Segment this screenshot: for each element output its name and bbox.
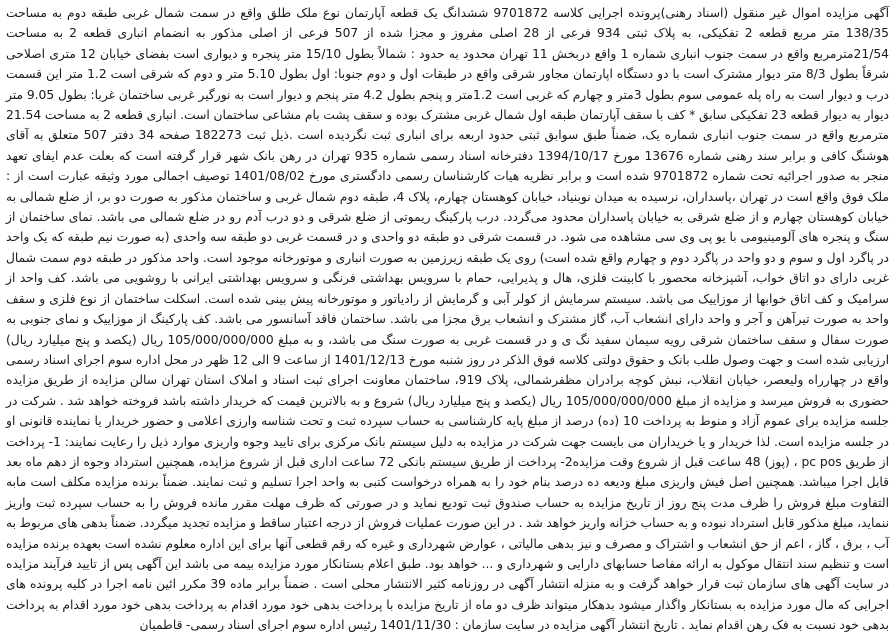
auction-notice-text: آگهی مزایده اموال غیر منقول (اسناد رهنی)پرونده اجرایی کلاسه 9701872 ششدانگ یک قطعه آپارتمان نوع ملک طلق واقع در سمت شمال غربی طبقه دوم به مساحت 138/35 متر مربع قطعه 2 تفکیکی، به پلاک ثبتی 934 فرعی از 28 اصلی مفروز و مجزا شده از 507 فرعی از اصلی مذکور به انضمام انباری قطعه 2 به مساحت 21/54مترمربع واقع در سمت جنوب انباری شماره 1 واقع دربخش 11 تهران محدود به حدود : شمالاً بطول 15/10 متر پنجره و دیواری است بفضای خیابان 12 متری اصلاحی شرقاً بطول 8/3 متر دیوار مشترک است با دو دستگاه اپارتمان مجاور شرقی واقع در طبقات اول و دوم جنوبا: اول بطول 5.10 متر و دوم که شرقی است 1.2 متر این قسمت درب و دیوار است به راه پله عمومی سوم بطول 3متر و چهارم که غربی است 1.2متر و پنجم بطول 4.2 متر پنجم و دیوار است به نورگیر غربی ساختمان غربا: بطول 9.05 متر دیوار به دیوار قطعه 23 تفکیکی سابق * کف با سقف آپارتمان طبقه اول شمال غربی مشترک بوده و سقف پشت بام مشاعی ساختمان است. انباری قطعه 2 به مساحت 21.54 مترمربع واقع در سمت جنوب انباری شماره یک، ضمناً طبق سوابق ثبتی حدود اربعه برای انباری ثبت نگردیده است .ذیل ثبت 182273 صفحه 34 دفتر 507 متعلق به آقای هوشنگ کافی و برابر سند رهنی شماره 13676 مورخ 1394/10/17 دفترخانه اسناد رسمی شماره 935 تهران در رهن بانک شهر قرار گرفته است که بعلت عدم ایفای تعهد منجر به صدور اجرائیه تحت شماره 9701872 شده است و برابر نظریه هیات کارشناسان رسمی دادگستری مورخ 1401/08/02 توصیف اجمالی مورد وثیقه عبارت است از : ملک فوق واقع است در تهران ،پاسداران، نرسیده به میدان نوبنیاد، خیابان کوهستان چهارم، پلاک 4، طبقه دوم شمال غربی و ساختمان مذکور به صورت دو بر، از ضلع شمالی به خیابان کوهستان چهارم و از ضلع شرقی به خیابان پاسداران محدود می‌گردد. درب پارکینگ ریموتی از ضلع شرقی و دو درب آدم رو در ضلع شمالی می باشد. نمای ساختمان از سنگ و پنجره های آلومینیومی با یو پی وی سی مشاهده می شود. در قسمت شرقی دو طبقه دو واحدی و در قسمت غربی دو طبقه سه واحدی (به صورت نیم طبقه که یک واحد در پاگرد اول و سوم و دو واحد در پاگرد دوم و چهارم واقع شده است) روی یک طبقه زیرزمین به صورت انباری و موتورخانه موجود است. واحد مذکور در طبقه دوم سمت شمال غربی دارای دو اتاق خواب، آشپزخانه محصور با کابینت فلزی، هال و پذیرایی، حمام با سرویس بهداشتی فرنگی و سرویس بهداشتی ایرانی با روشویی می باشد. کف واحد از سرامیک و کف اتاق خوابها از موزاییک می باشد. سیستم سرمایش از کولر آبی و گرمایش از رادیاتور و موتورخانه پیش بینی شده است. اسکلت ساختمان از نوع فلزی و سقف واحد به صورت تیرآهن و آجر و واحد دارای انشعاب آب، گاز مشترک و انشعاب برق مجزا می باشد. ساختمان فاقد آسانسور می باشد. کف پارکینگ از موزاییک و نمای جنوبی به صورت سفال و سقف ساختمان شرقی رویه سیمان سفید نگ ی و در قسمت غربی به صورت سنگ می باشد، و به مبلغ 105/000/000/000 ریال (یکصد و پنج میلیارد ریال) ارزیابی شده است و جهت وصول طلب بانک و حقوق دولتی کلاسه فوق الذکر در روز شنبه مورخ 1401/12/13 از ساعت 9 الی 12 ظهر در محل اداره سوم اجرای اسناد رسمی واقع در چهارراه ولیعصر، خیابان انقلاب، نبش کوچه برادران مظفرشمالی، پلاک 919، ساختمان معاونت اجرای ثبت اسناد و املاک استان تهران سالن مزایده از طریق مزایده حضوری به فروش میرسد و مزایده از مبلغ 105/000/000/000 ریال (یکصد و پنج میلیارد ریال) شروع و به بالاترین قیمت که خریدار داشته باشد فروخته خواهد شد . شرکت در جلسه مزایده برای عموم آزاد و منوط به پرداخت 10 (ده) درصد از مبلغ پایه کارشناسی به حساب سپرده ثبت و تحت شناسه وارزی اعلامی و حضور خریدار یا نماینده قانونی او در جلسه مزایده است. لذا خریدار و یا خریداران می بایست جهت شرکت در مزایده به دلیل سیستم بانک مرکزی برای تایید وجوه واریزی موارد ذیل را رعایت نمایند: 1- پرداخت از طریق pc pos ، (پوز) 48 ساعت قبل از شروع وقت مزایده2- پرداخت از طریق سیستم بانکی 72 ساعت اداری قبل از شروع مزایده، همچنین استرداد وجوه از دهم ماه بعد قابل اجرا میباشد. همچنین اصل فیش واریزی مبلغ ودیعه ده درصد بنام خود را به همراه درخواست کتبی به واحد اجرا تسلیم و ثبت نمایند. ضمناً برنده مزایده مکلف است مابه التفاوت مبلغ فروش را ظرف مدت پنج روز از تاریخ مزایده به حساب صندوق ثبت تودیع نماید و در صورتی که ظرف مهلت مقرر مانده فروش را به حساب سپرده ثبت واریز ننماید، مبلغ مذکور قابل استرداد نبوده و به حساب خزانه واریز خواهد شد . در این صورت عملیات فروش از درجه اعتبار ساقط و مزایده تجدید میگردد. ضمناً بدهی های مربوط به آب ، برق ، گاز ، اعم از حق انشعاب و اشتراک و مصرف و نیز بدهی مالیاتی ، عوارض شهرداری و غیره که رقم قطعی آنها برای این اداره معلوم نشده است بعهده برنده مزایده است و تنظیم سند انتقال موکول به ارائه مفاصا حسابهای دارایی و شهرداری و ... خواهد بود. طبق اعلام بستانکار مورد مزایده بیمه می باشد این آگهی پس از تایید فرآیند مزایده در سایت آگهی های سازمان ثبت قرار خواهد گرفت و به منزله انتشار آگهی در روزنامه کثیر الانتشار محلی است . ضمناً برابر ماده 39 مکرر ائین نامه اجرا در کلیه پرونده های اجرایی که مال مورد مزایده به بستانکار واگذار میشود بدهکار میتواند ظرف دو ماه از تاریخ مزایده با پرداخت بدهی خود مورد اقدام به پرداخت بدهی خود مورد اقدام به پرداخت بدهی خود نسبت به فک رهن اقدام نماید . تاریخ انتشار آگهی مزایده در سایت سازمان : 1401/11/30 رئیس اداره سوم اجرای اسناد رسمی- قاطمیان — [6, 6, 890, 633]
